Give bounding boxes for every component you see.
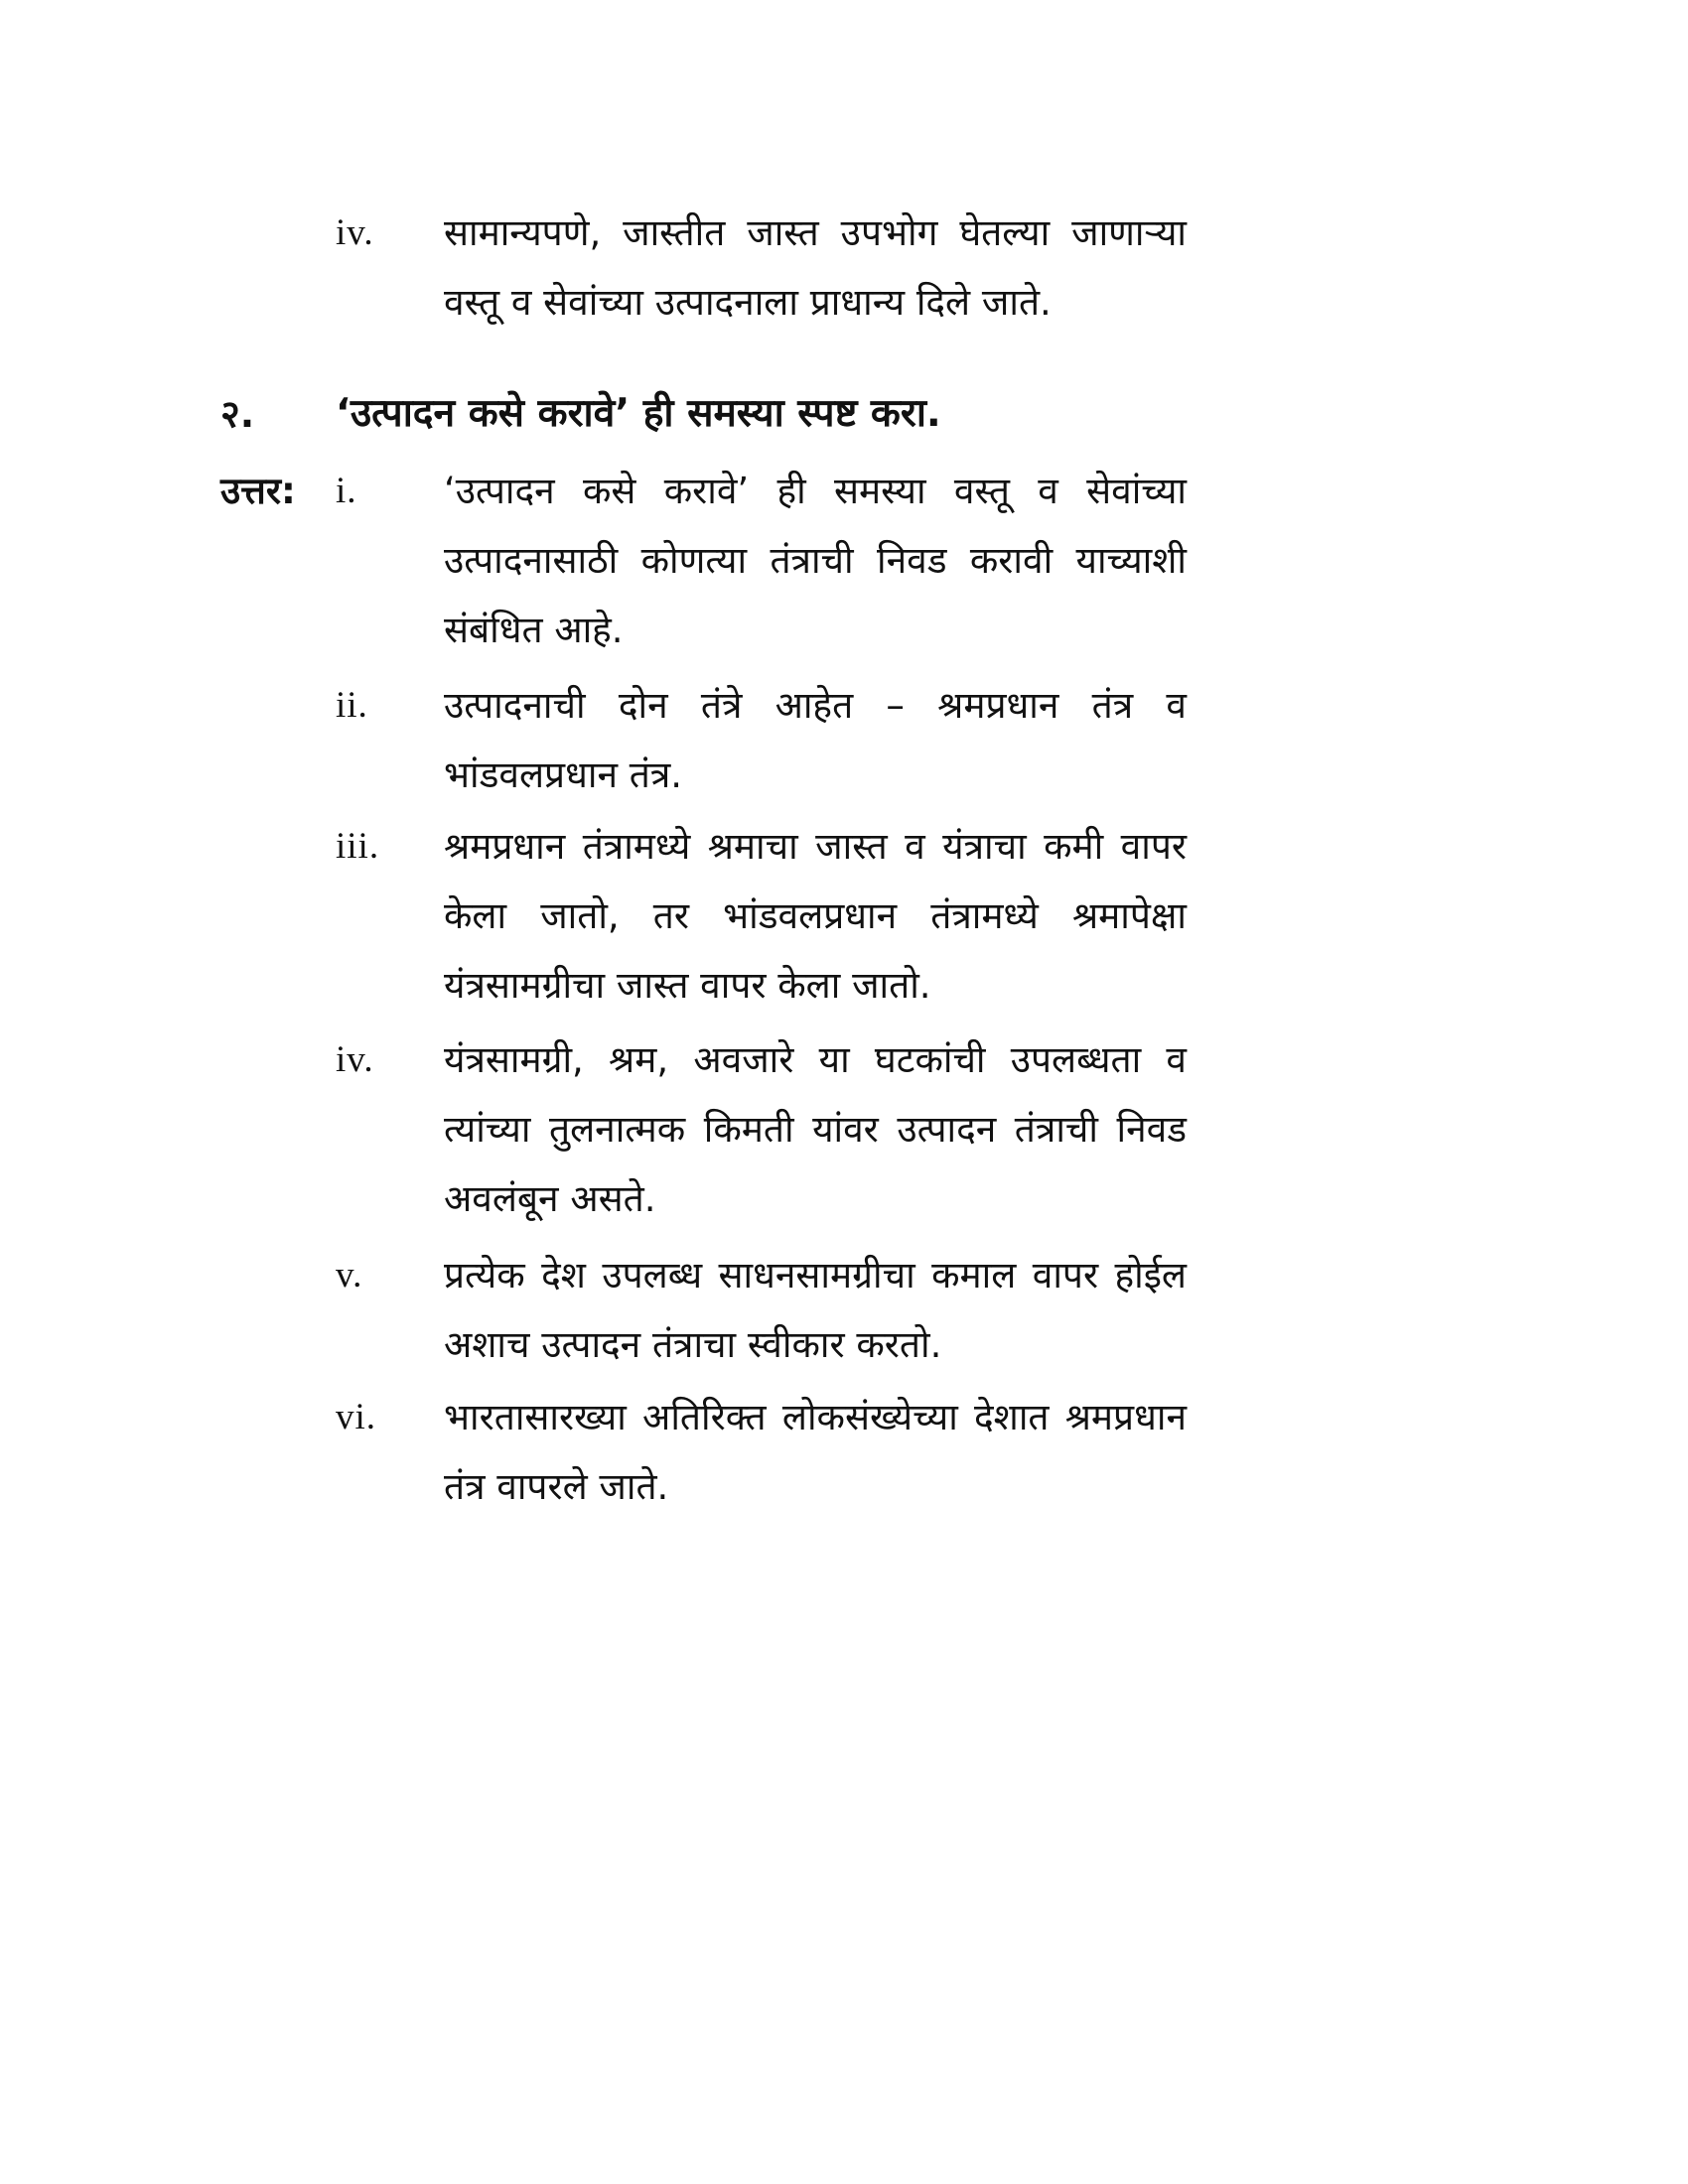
item-text: प्रत्येक देश उपलब्ध साधनसामग्रीचा कमाल वापर होईल अशाच उत्पादन तंत्राचा स्वीकार करतो. xyxy=(444,1254,1187,1366)
question-number: २. xyxy=(220,392,255,436)
item-text: श्रमप्रधान तंत्रामध्ये श्रमाचा जास्त व यंत्राचा कमी वापर केला जातो, तर भांडवलप्रधान तंत्रामध्ये श्रमापेक्षा यंत्रसामग्रीचा जास्त वापर केला जातो. xyxy=(444,825,1187,1007)
item-text: भारतासारख्या अतिरिक्त लोकसंख्येच्या देशात श्रमप्रधान तंत्र वापरले जाते. xyxy=(444,1396,1187,1508)
item-number: v. xyxy=(336,1255,363,1296)
item-number: vi. xyxy=(336,1397,377,1437)
item-number: iv. xyxy=(336,212,374,253)
item-text: ‘उत्पादन कसे करावे’ ही समस्या वस्तू व सेवांच्या उत्पादनासाठी कोणत्या तंत्राची निवड करावी याच्याशी संबंधित आहे. xyxy=(444,470,1187,651)
item-text: सामान्यपणे, जास्तीत जास्त उपभोग घेतल्या जाणाऱ्या वस्तू व सेवांच्या उत्पादनाला प्राधान्य दिले जाते. xyxy=(444,211,1187,324)
item-number: iii. xyxy=(336,826,380,867)
answer-label: उत्तर: xyxy=(220,470,296,512)
question-text: ‘उत्पादन कसे करावे’ ही समस्या स्पष्ट करा. xyxy=(336,391,941,436)
item-text: उत्पादनाची दोन तंत्रे आहेत – श्रमप्रधान तंत्र व भांडवलप्रधान तंत्र. xyxy=(444,684,1187,796)
item-text: यंत्रसामग्री, श्रम, अवजारे या घटकांची उपलब्धता व त्यांच्या तुलनात्मक किमती यांवर उत्पादन तंत्राची निवड अवलंबून असते. xyxy=(444,1038,1187,1220)
item-number: i. xyxy=(336,471,357,511)
item-number: iv. xyxy=(336,1039,374,1080)
item-number: ii. xyxy=(336,685,368,726)
